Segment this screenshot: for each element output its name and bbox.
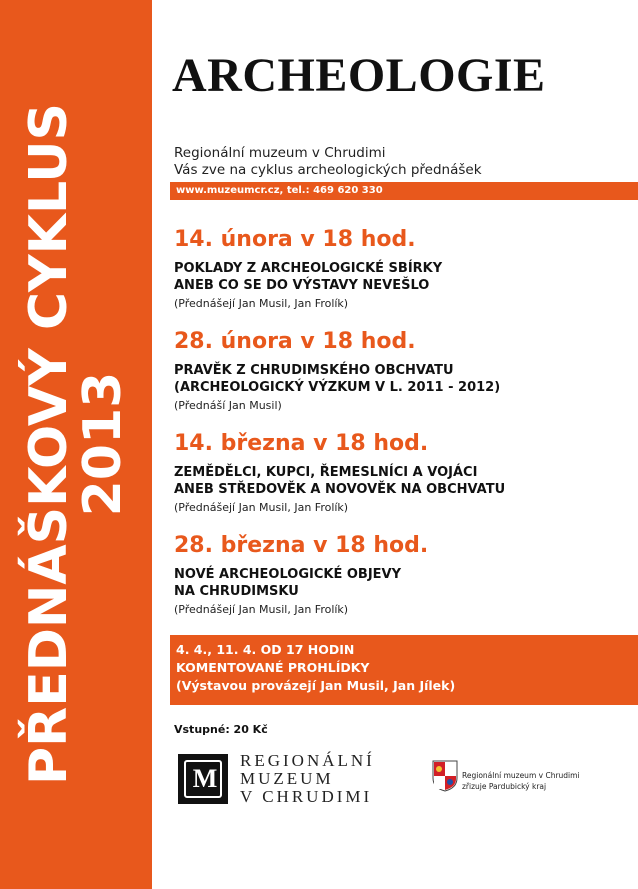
tours-guides: (Výstavou provázejí Jan Musil, Jan Jílek) xyxy=(176,678,456,693)
event-title-line: (ARCHEOLOGICKÝ VÝZKUM V L. 2011 - 2012) xyxy=(174,380,501,395)
event-lecturer: (Přednášejí Jan Musil, Jan Frolík) xyxy=(174,603,349,616)
event-title xyxy=(174,362,500,396)
admission-fee: Vstupné: 20 Kč xyxy=(174,723,268,736)
founder-line: Regionální muzeum v Chrudimi xyxy=(462,771,580,780)
event-title xyxy=(174,464,505,498)
intro-invitation: Vás zve na cyklus archeologických přednášek xyxy=(174,162,482,178)
event-4 xyxy=(174,532,428,617)
event-title-line: ZEMĚDĚLCI, KUPCI, ŘEMESLNÍCI A VOJÁCI xyxy=(174,465,478,480)
founder-note xyxy=(462,770,580,792)
intro-museum: Regionální muzeum v Chrudimi xyxy=(174,145,386,161)
event-1 xyxy=(174,226,442,311)
event-title-line: NOVÉ ARCHEOLOGICKÉ OBJEVY xyxy=(174,567,402,582)
event-lecturer: (Přednáší Jan Musil) xyxy=(174,399,282,412)
event-title-line: ANEB CO SE DO VÝSTAVY NEVEŠLO xyxy=(174,278,430,293)
museum-logo-letter: M xyxy=(192,764,218,793)
intro-text xyxy=(174,145,482,179)
sidebar-line-year: 2013 xyxy=(73,371,133,517)
museum-logo-line: V CHRUDIMI xyxy=(240,787,373,806)
sidebar-line-series: PŘEDNÁŠKOVÝ CYKLUS xyxy=(19,103,79,785)
tours-dates: 4. 4., 11. 4. OD 17 HODIN xyxy=(176,642,355,657)
event-title xyxy=(174,260,442,294)
event-lecturer: (Přednášejí Jan Musil, Jan Frolík) xyxy=(174,297,349,310)
pardubice-region-crest-icon xyxy=(432,760,458,792)
tours-title: KOMENTOVANÉ PROHLÍDKY xyxy=(176,660,370,675)
event-date: 28. března v 18 hod. xyxy=(174,533,429,558)
event-title-line: ANEB STŘEDOVĚK A NOVOVĚK NA OBCHVATU xyxy=(174,482,506,497)
event-title xyxy=(174,566,428,600)
museum-logo-icon xyxy=(178,754,228,804)
event-title-line: PRAVĚK Z CHRUDIMSKÉHO OBCHVATU xyxy=(174,363,454,378)
event-date: 14. března v 18 hod. xyxy=(174,431,429,456)
event-date: 28. února v 18 hod. xyxy=(174,329,416,354)
page-title: ARCHEOLOGIE xyxy=(172,49,546,102)
museum-logo-line: MUZEUM xyxy=(240,769,334,788)
founder-line: zřizuje Pardubický kraj xyxy=(462,782,547,791)
sidebar-banner xyxy=(0,0,152,889)
guided-tours-box xyxy=(170,635,638,705)
museum-logo-text xyxy=(240,752,375,806)
event-title-line: NA CHRUDIMSKU xyxy=(174,584,299,599)
event-3 xyxy=(174,430,505,515)
museum-logo-frame xyxy=(184,760,222,798)
contact-bar: www.muzeumcr.cz, tel.: 469 620 330 xyxy=(170,182,638,200)
event-title-line: POKLADY Z ARCHEOLOGICKÉ SBÍRKY xyxy=(174,261,443,276)
sidebar-heading xyxy=(19,4,133,884)
event-lecturer: (Přednášejí Jan Musil, Jan Frolík) xyxy=(174,501,349,514)
event-2 xyxy=(174,328,500,413)
event-date: 14. února v 18 hod. xyxy=(174,227,416,252)
museum-logo-line: REGIONÁLNÍ xyxy=(240,751,375,770)
